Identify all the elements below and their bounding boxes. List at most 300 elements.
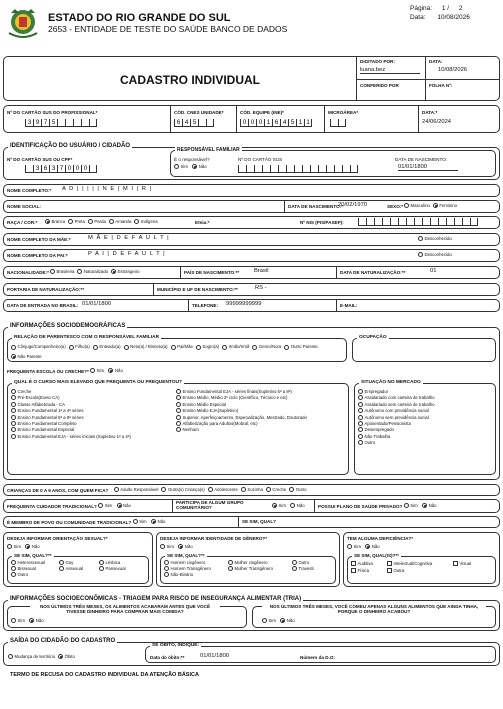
orient-option-label: Gay xyxy=(65,560,74,565)
tria-q1-sim[interactable] xyxy=(11,618,25,623)
orient-option-outro[interactable] xyxy=(11,572,56,577)
genero-radio-5[interactable] xyxy=(292,566,297,571)
saida-option-label: Óbito xyxy=(64,654,75,659)
genero-radio-0[interactable] xyxy=(164,560,169,565)
nacionalidade-radio-1[interactable] xyxy=(77,269,82,274)
cuidador-sim-radio[interactable] xyxy=(98,503,103,508)
resp-nasc-value: 01/01/1800 xyxy=(398,164,458,171)
cnes-digit-1[interactable]: 4 xyxy=(182,119,190,127)
sexo-label: SEXO:* xyxy=(387,204,404,209)
entrada-label: DATA DE ENTRADA NO BRASIL: xyxy=(7,303,79,308)
criancas-option-sozinha[interactable] xyxy=(241,487,263,492)
criancas-radio-3[interactable] xyxy=(241,487,246,492)
curso-radio-4[interactable] xyxy=(11,415,16,420)
defic-nao-radio[interactable] xyxy=(365,544,370,549)
curso-radio-0[interactable] xyxy=(176,389,181,394)
cns-cpf-digit-3[interactable]: 3 xyxy=(49,165,57,173)
mercado-option-desempregado[interactable] xyxy=(358,427,491,432)
parentesco-radio-3[interactable] xyxy=(124,345,129,350)
equipe-digit-7[interactable]: 1 xyxy=(296,119,304,127)
curso-option-pre-escola-exeto-ca[interactable] xyxy=(11,395,168,400)
parentesco-option-sogro-a[interactable] xyxy=(196,343,219,351)
cuidador-nao[interactable] xyxy=(117,503,131,508)
parentesco-option-label: Pai/Mãe xyxy=(177,344,193,349)
defic-option-label: Auditiva xyxy=(357,561,373,566)
prof-cns-digit-0[interactable]: 3 xyxy=(25,119,33,127)
genero-radio-2[interactable] xyxy=(292,560,297,565)
resp-options xyxy=(174,164,210,171)
sexo-radio-0[interactable] xyxy=(404,203,409,208)
parentesco-radio-6[interactable] xyxy=(222,345,227,350)
parentesco-option-irmao-irma[interactable] xyxy=(222,343,249,351)
mercado-radio-1[interactable] xyxy=(358,395,363,400)
raca-radio-2[interactable] xyxy=(88,219,93,224)
pais-divider xyxy=(180,266,181,279)
orient-option-assexual[interactable] xyxy=(59,566,96,571)
parentesco-option-nao-parente[interactable] xyxy=(11,353,42,361)
criancas-option-adulto-responsavel[interactable] xyxy=(114,487,159,492)
defic-chk-3[interactable] xyxy=(351,568,356,573)
parentesco-options xyxy=(11,343,341,362)
orient-radio-4[interactable] xyxy=(59,566,64,571)
raca-radio-0[interactable] xyxy=(45,219,50,224)
sexo-option-label: Feminino xyxy=(439,203,458,208)
genero-option-mulher-transgenero[interactable] xyxy=(228,566,289,571)
mercado-radio-0[interactable] xyxy=(358,389,363,394)
criancas-radio-2[interactable] xyxy=(208,487,213,492)
orient-radio-0[interactable] xyxy=(11,560,16,565)
povo-sim[interactable] xyxy=(133,519,147,524)
equipe-digit-5[interactable]: 4 xyxy=(280,119,288,127)
prof-cns-digit-3[interactable]: 5 xyxy=(49,119,57,127)
povo-sim-radio[interactable] xyxy=(133,519,138,524)
grupo-nao-radio[interactable] xyxy=(290,503,295,508)
nacionalidade-option-label: Estrangeiro xyxy=(117,269,140,274)
criancas-radio-0[interactable] xyxy=(114,487,119,492)
orient-option-heterossexual[interactable] xyxy=(11,560,56,565)
mercado-radio-3[interactable] xyxy=(358,408,363,413)
plano-sim-text: Sim xyxy=(410,503,418,508)
criancas-option-creche[interactable] xyxy=(266,487,286,492)
cnes-digit-0[interactable]: 6 xyxy=(174,119,182,127)
nacionalidade-option-naturalizado[interactable] xyxy=(77,269,108,274)
cns-cpf-digit-8[interactable] xyxy=(89,165,97,173)
cns-cpf-digit-2[interactable]: 6 xyxy=(41,165,49,173)
mercado-option-label: Autônomo com previdência social xyxy=(364,408,429,414)
prof-cns-digit-2[interactable]: 7 xyxy=(41,119,49,127)
grupo-question: PARTICIPA DE ALGUM GRUPO COMUNITÁRIO? xyxy=(176,500,244,510)
mercado-radio-6[interactable] xyxy=(358,427,363,432)
date-label: Data: xyxy=(410,14,426,21)
cns-cpf-digit-7[interactable]: 0 xyxy=(81,165,89,173)
cuidador-nao-text: Não xyxy=(123,503,131,508)
genero-radio-6[interactable] xyxy=(164,572,169,577)
genero-sim[interactable] xyxy=(160,544,174,549)
nacionalidade-radio-2[interactable] xyxy=(111,269,116,274)
mae-desconhecido[interactable] xyxy=(418,236,452,241)
microarea-label: MICROÁREA* xyxy=(328,110,359,115)
nacionalidade-option-brasileira[interactable] xyxy=(50,269,74,274)
tria-q2-nao-radio[interactable] xyxy=(280,618,285,623)
curso-option-alfabetizacao-para-adultos-mobral-etc[interactable] xyxy=(176,421,343,426)
orient-radio-6[interactable] xyxy=(11,572,16,577)
tria-q2-sim[interactable] xyxy=(262,618,276,623)
orient-radio-1[interactable] xyxy=(59,560,64,565)
parentesco-option-enteado-a[interactable] xyxy=(93,343,121,351)
resp-sim-text: Sim xyxy=(180,164,188,169)
grupo-nao-text: Não xyxy=(296,503,305,508)
criancas-radio-1[interactable] xyxy=(161,487,166,492)
orient-options xyxy=(11,560,147,577)
mercado-option-label: Assalariado com carteira de trabalho xyxy=(364,395,435,401)
curso-option-ensino-medio-eja-supletivo[interactable] xyxy=(176,408,343,413)
nome-completo-label: NOME COMPLETO:* xyxy=(7,188,52,193)
mercado-radio-5[interactable] xyxy=(358,421,363,426)
parentesco-radio-5[interactable] xyxy=(196,345,201,350)
orient-option-label: Pansexual xyxy=(105,566,126,571)
curso-option-ensino-fundamental-eja-series-iniciais-supletivo-1-a-4[interactable] xyxy=(11,434,168,439)
orient-option-lesbica[interactable] xyxy=(99,560,136,565)
criancas-content xyxy=(7,487,310,494)
orient-radio-5[interactable] xyxy=(99,566,104,571)
mercado-option-assalariado-com-carteira-de-trabalho[interactable] xyxy=(358,395,491,400)
saida-radio-0[interactable] xyxy=(8,654,13,659)
raca-option-branca[interactable] xyxy=(45,219,65,224)
prof-cns-digit-7[interactable] xyxy=(81,119,89,127)
escola-sim[interactable] xyxy=(90,368,104,373)
criancas-option-label: Sozinha xyxy=(247,487,263,492)
mercado-option-label: Outro xyxy=(364,440,376,446)
orient-option-bissexual[interactable] xyxy=(11,566,56,571)
criancas-option-label: Outra(s) Criança(s) xyxy=(167,487,205,492)
defic-option-label: Outra xyxy=(393,568,405,573)
curso-option-ensino-medio-medio-2-ciclo-cientifico-tecnico-e-etc[interactable] xyxy=(176,395,343,400)
resp-nao-radio[interactable] xyxy=(192,164,197,169)
sexo-radio-1[interactable] xyxy=(433,203,438,208)
parentesco-option-genro-nora[interactable] xyxy=(252,343,281,351)
povo-question: É MEMBRO DE POVO OU COMUNIDADE TRADICIONAL? xyxy=(7,520,132,525)
parentesco-option-pai-mae[interactable] xyxy=(171,343,193,351)
curso-radio-3[interactable] xyxy=(11,408,16,413)
curso-option-ensino-fundamental-especial[interactable] xyxy=(11,427,168,432)
criancas-option-outra-s-crianca-s[interactable] xyxy=(161,487,204,492)
cnes-digits xyxy=(174,119,214,127)
tria-q2-sim-radio[interactable] xyxy=(262,618,267,623)
povo-nao-radio[interactable] xyxy=(151,519,156,524)
tria-q2-nao-text: Não xyxy=(286,618,295,623)
grupo-sim[interactable] xyxy=(272,503,286,508)
curso-option-ensino-fundamental-completo[interactable] xyxy=(11,421,168,426)
equipe-digit-0[interactable]: 0 xyxy=(240,119,248,127)
resp-cns-digits xyxy=(238,165,358,173)
cns-cpf-digit-5[interactable]: 0 xyxy=(65,165,73,173)
mercado-option-outro[interactable] xyxy=(358,440,491,445)
sexo-option-feminino[interactable] xyxy=(433,203,457,208)
cns-cpf-digit-1[interactable]: 3 xyxy=(33,165,41,173)
curso-option-ensino-fundamental-1-a-4-series[interactable] xyxy=(11,408,168,413)
prof-data-value: 24/06/2024 xyxy=(422,119,452,125)
curso-option-label: Ensino Médio, Médio 2º ciclo (Científico, Técnico e etc) xyxy=(182,395,288,401)
equipe-digits xyxy=(240,119,312,127)
criancas-options xyxy=(114,488,310,494)
orient-sim-radio[interactable] xyxy=(7,544,12,549)
cnes-digit-2[interactable]: 5 xyxy=(190,119,198,127)
criancas-option-outro[interactable] xyxy=(289,487,306,492)
parentesco-radio-7[interactable] xyxy=(252,345,257,350)
escola-nao-radio[interactable] xyxy=(108,368,113,373)
defic-option-visual[interactable] xyxy=(453,561,490,566)
raca-option-label: Branca xyxy=(51,219,66,224)
saida-radio-1[interactable] xyxy=(58,654,63,659)
curso-option-label: Ensino Fundamental 5ª a 8ª séries xyxy=(17,414,84,420)
resp-sim-option[interactable] xyxy=(174,164,188,169)
cns-cpf-digit-4[interactable]: 7 xyxy=(57,165,65,173)
escola-sim-radio[interactable] xyxy=(90,368,95,373)
parentesco-radio-4[interactable] xyxy=(171,345,176,350)
defic-chk-4[interactable] xyxy=(387,568,392,573)
mercado-radio-4[interactable] xyxy=(358,415,363,420)
genero-sim-text: Sim xyxy=(166,544,174,549)
genero-option-label: Mulher cisgênero xyxy=(234,560,268,565)
criancas-radio-5[interactable] xyxy=(289,487,294,492)
grupo-nao[interactable] xyxy=(290,503,304,508)
equipe-digit-2[interactable]: 0 xyxy=(256,119,264,127)
cuidador-nao-radio[interactable] xyxy=(117,503,122,508)
mercado-option-label: Empregador xyxy=(364,389,389,394)
genero-option-label: Travesti xyxy=(298,566,314,571)
curso-option-classe-alfabetizada-ca[interactable] xyxy=(11,402,168,407)
plano-nao[interactable] xyxy=(422,503,436,508)
curso-radio-4[interactable] xyxy=(176,415,181,420)
municipio-value: RS - xyxy=(255,285,267,291)
resp-nasc-label: DATA DE NASCIMENTO: xyxy=(395,157,448,162)
curso-option-label: Creche xyxy=(17,389,32,394)
curso-option-label: Classe Alfabetizada - CA xyxy=(17,401,66,407)
mercado-option-autonomo-com-previdencia-social[interactable] xyxy=(358,408,491,413)
nacionalidade-option-estrangeiro[interactable] xyxy=(111,269,139,274)
sexo-option-masculino[interactable] xyxy=(404,203,430,208)
cuidador-sim[interactable] xyxy=(98,503,112,508)
mercado-option-aposentado-pensionista[interactable] xyxy=(358,421,491,426)
curso-option-label: Ensino Fundamental EJA - séries iniciais (Supletivo 1ª a 4ª) xyxy=(17,433,131,439)
tria-q1-sim-radio[interactable] xyxy=(11,618,16,623)
parentesco-option-label: Genro/Nora xyxy=(258,344,282,349)
criancas-option-label: Adulto Responsável xyxy=(120,487,159,492)
raca-option-indigena[interactable] xyxy=(134,219,157,224)
cnes-digit-3[interactable] xyxy=(198,119,206,127)
curso-radio-7[interactable] xyxy=(11,434,16,439)
parentesco-option-outro-parente[interactable] xyxy=(284,343,318,351)
equipe-digit-8[interactable]: 1 xyxy=(304,119,312,127)
pai-desconhecido[interactable] xyxy=(418,252,452,257)
prof-cns-digit-1[interactable]: 9 xyxy=(33,119,41,127)
raca-option-amarela[interactable] xyxy=(109,219,132,224)
criancas-option-adolescente[interactable] xyxy=(208,487,238,492)
curso-option-ensino-fundamental-5-a-8-series[interactable] xyxy=(11,415,168,420)
plano-sim-radio[interactable] xyxy=(404,503,409,508)
parentesco-radio-0[interactable] xyxy=(11,345,16,350)
raca-radio-4[interactable] xyxy=(134,219,139,224)
curso-radio-1[interactable] xyxy=(176,395,181,400)
tria-q1-nao[interactable] xyxy=(29,618,43,623)
parentesco-radio-9[interactable] xyxy=(11,354,16,359)
prof-cns-digit-6[interactable] xyxy=(73,119,81,127)
pai-label: NOME COMPLETO DA PAI:* xyxy=(7,253,68,258)
nome-social-label: NOME SOCIAL: xyxy=(7,204,41,209)
mercado-option-empregador[interactable] xyxy=(358,389,491,394)
parentesco-option-neto-a-bisneto-a[interactable] xyxy=(124,343,168,351)
print-date xyxy=(410,14,470,21)
prof-divider-4 xyxy=(418,105,419,133)
genero-option-homem-cisgenero[interactable] xyxy=(164,560,225,565)
mercado-radio-2[interactable] xyxy=(358,402,363,407)
defic-sim[interactable] xyxy=(347,544,361,549)
defic-chk-2[interactable] xyxy=(453,561,458,566)
parentesco-option-label: Neto(a) / Bisneto(a) xyxy=(130,344,168,349)
tria-q1-nao-radio[interactable] xyxy=(29,618,34,623)
orient-nao[interactable] xyxy=(25,544,39,549)
resp-nao-text: Não xyxy=(198,164,207,169)
genero-option-outro[interactable] xyxy=(292,560,329,565)
plano-question: POSSUI PLANO DE SAÚDE PRIVADO? xyxy=(318,504,403,509)
equipe-digit-4[interactable]: 6 xyxy=(272,119,280,127)
genero-option-homem-transgenero[interactable] xyxy=(164,566,225,571)
defic-option-outra[interactable] xyxy=(387,568,450,573)
curso-option-creche[interactable] xyxy=(11,389,168,394)
head-data-value: 10/08/2026 xyxy=(438,67,468,73)
resp-sim-radio[interactable] xyxy=(174,164,179,169)
raca-option-parda[interactable] xyxy=(88,219,106,224)
orient-nao-radio[interactable] xyxy=(25,544,30,549)
raca-option-label: Parda xyxy=(94,219,106,224)
curso-radio-6[interactable] xyxy=(11,427,16,432)
povo-nao[interactable] xyxy=(151,519,165,524)
tria-q2-nao[interactable] xyxy=(280,618,294,623)
raca-radio-3[interactable] xyxy=(109,219,114,224)
curso-radio-3[interactable] xyxy=(176,408,181,413)
genero-nao[interactable] xyxy=(178,544,192,549)
defic-option-fisica[interactable] xyxy=(351,568,384,573)
orient-sim-text: Sim xyxy=(13,544,21,549)
parentesco-radio-1[interactable] xyxy=(69,345,74,350)
curso-option-label: Ensino Fundamental EJA - séries finais(Supletivo 5ª a 8ª) xyxy=(182,389,292,394)
resp-nao-option[interactable] xyxy=(192,164,206,169)
entrada-value: 01/01/1800 xyxy=(82,301,112,307)
defic-option-label: Física xyxy=(357,568,369,573)
defic-chk-0[interactable] xyxy=(351,561,356,566)
ident-section-title: IDENTIFICAÇÃO DO USUÁRIO / CIDADÃO xyxy=(10,143,130,149)
genero-option-mulher-cisgenero[interactable] xyxy=(228,560,289,565)
saida-option-obito[interactable] xyxy=(58,654,75,659)
cns-cpf-digit-0[interactable] xyxy=(25,165,33,173)
defic-option-intelectual-cognitiva[interactable] xyxy=(387,561,450,566)
prof-cns-digit-4[interactable] xyxy=(57,119,65,127)
curso-option-ensino-medio-especial[interactable] xyxy=(176,402,343,407)
prof-cns-digit-8[interactable] xyxy=(89,119,97,127)
prof-cns-digit-5[interactable] xyxy=(65,119,73,127)
genero-option-nao-binario[interactable] xyxy=(164,572,225,577)
equipe-digit-3[interactable]: 1 xyxy=(264,119,272,127)
cns-cpf-digit-6[interactable]: 0 xyxy=(73,165,81,173)
orient-option-gay[interactable] xyxy=(59,560,96,565)
curso-option-ensino-fundamental-eja-series-finais-supletivo-5-a-8[interactable] xyxy=(176,389,343,394)
orient-option-pansexual[interactable] xyxy=(99,566,136,571)
orient-radio-3[interactable] xyxy=(11,566,16,571)
nacionalidade-radio-0[interactable] xyxy=(50,269,55,274)
plano-nao-radio[interactable] xyxy=(422,503,427,508)
mercado-option-nao-trabalha[interactable] xyxy=(358,434,491,439)
curso-radio-2[interactable] xyxy=(176,402,181,407)
curso-option-label: Ensino Médio Especial xyxy=(182,401,226,407)
parentesco-radio-2[interactable] xyxy=(93,345,98,350)
equipe-digit-6[interactable]: 5 xyxy=(288,119,296,127)
parentesco-option-filho-a[interactable] xyxy=(69,343,90,351)
resp-cns-label: Nº DO CARTÃO SUS xyxy=(238,157,283,162)
head-data-label: DATA: xyxy=(429,59,443,64)
criancas-radio-4[interactable] xyxy=(266,487,271,492)
orient-radio-2[interactable] xyxy=(99,560,104,565)
escola-nao[interactable] xyxy=(108,368,122,373)
curso-option-nenhum[interactable] xyxy=(176,427,343,432)
mercado-option-label: Assalariado sem carteira de trabalho xyxy=(364,401,435,407)
equipe-digit-1[interactable]: 0 xyxy=(248,119,256,127)
curso-radio-5[interactable] xyxy=(176,421,181,426)
curso-radio-0[interactable] xyxy=(11,389,16,394)
parentesco-option-conjuge-companheiro-a[interactable] xyxy=(11,343,66,351)
genero-radio-4[interactable] xyxy=(228,566,233,571)
povo-nao-text: Não xyxy=(157,519,166,524)
genero-radio-1[interactable] xyxy=(228,560,233,565)
plano-sim[interactable] xyxy=(404,503,418,508)
parentesco-radio-8[interactable] xyxy=(284,345,289,350)
mae-desconhecido-radio[interactable] xyxy=(418,236,423,241)
pai-desconhecido-radio[interactable] xyxy=(418,252,423,257)
defic-chk-1[interactable] xyxy=(387,561,392,566)
genero-radio-3[interactable] xyxy=(164,566,169,571)
plano-nao-text: Não xyxy=(428,503,437,508)
grupo-sim-radio[interactable] xyxy=(272,503,277,508)
curso-option-label: Ensino Fundamental 1ª a 4ª séries xyxy=(17,408,84,414)
mercado-option-label: Desempregado xyxy=(364,427,394,433)
pai-desconhecido-text: Desconhecido xyxy=(424,252,452,257)
curso-radio-2[interactable] xyxy=(11,402,16,407)
defic-nao[interactable] xyxy=(365,544,379,549)
cnes-digit-4[interactable] xyxy=(206,119,214,127)
mercado-radio-7[interactable] xyxy=(358,434,363,439)
mercado-option-autonomo-sem-previdencia-social[interactable] xyxy=(358,415,491,420)
raca-radio-1[interactable] xyxy=(68,219,73,224)
curso-radio-1[interactable] xyxy=(11,395,16,400)
curso-option-superior-aperfeicoamento-especializacao-mestrado-doutorado[interactable] xyxy=(176,415,343,420)
genero-nao-radio[interactable] xyxy=(178,544,183,549)
nasc-divider xyxy=(284,200,285,213)
curso-col1 xyxy=(11,389,171,439)
page-value: 1 / xyxy=(441,5,450,12)
defic-option-auditiva[interactable] xyxy=(351,561,384,566)
saida-option-mudanca-de-territorio[interactable] xyxy=(8,654,55,659)
genero-option-travesti[interactable] xyxy=(292,566,329,571)
defic-sub-title: SE SIM, QUAL(IS)?** xyxy=(354,553,399,558)
genero-sim-radio[interactable] xyxy=(160,544,165,549)
mercado-option-assalariado-sem-carteira-de-trabalho[interactable] xyxy=(358,402,491,407)
curso-radio-6[interactable] xyxy=(176,427,181,432)
defic-sim-radio[interactable] xyxy=(347,544,352,549)
curso-radio-5[interactable] xyxy=(11,421,16,426)
orient-sim[interactable] xyxy=(7,544,21,549)
nasc-label: DATA DE NASCIMENTO:* xyxy=(288,204,343,209)
raca-option-preta[interactable] xyxy=(68,219,85,224)
mercado-radio-8[interactable] xyxy=(358,440,363,445)
